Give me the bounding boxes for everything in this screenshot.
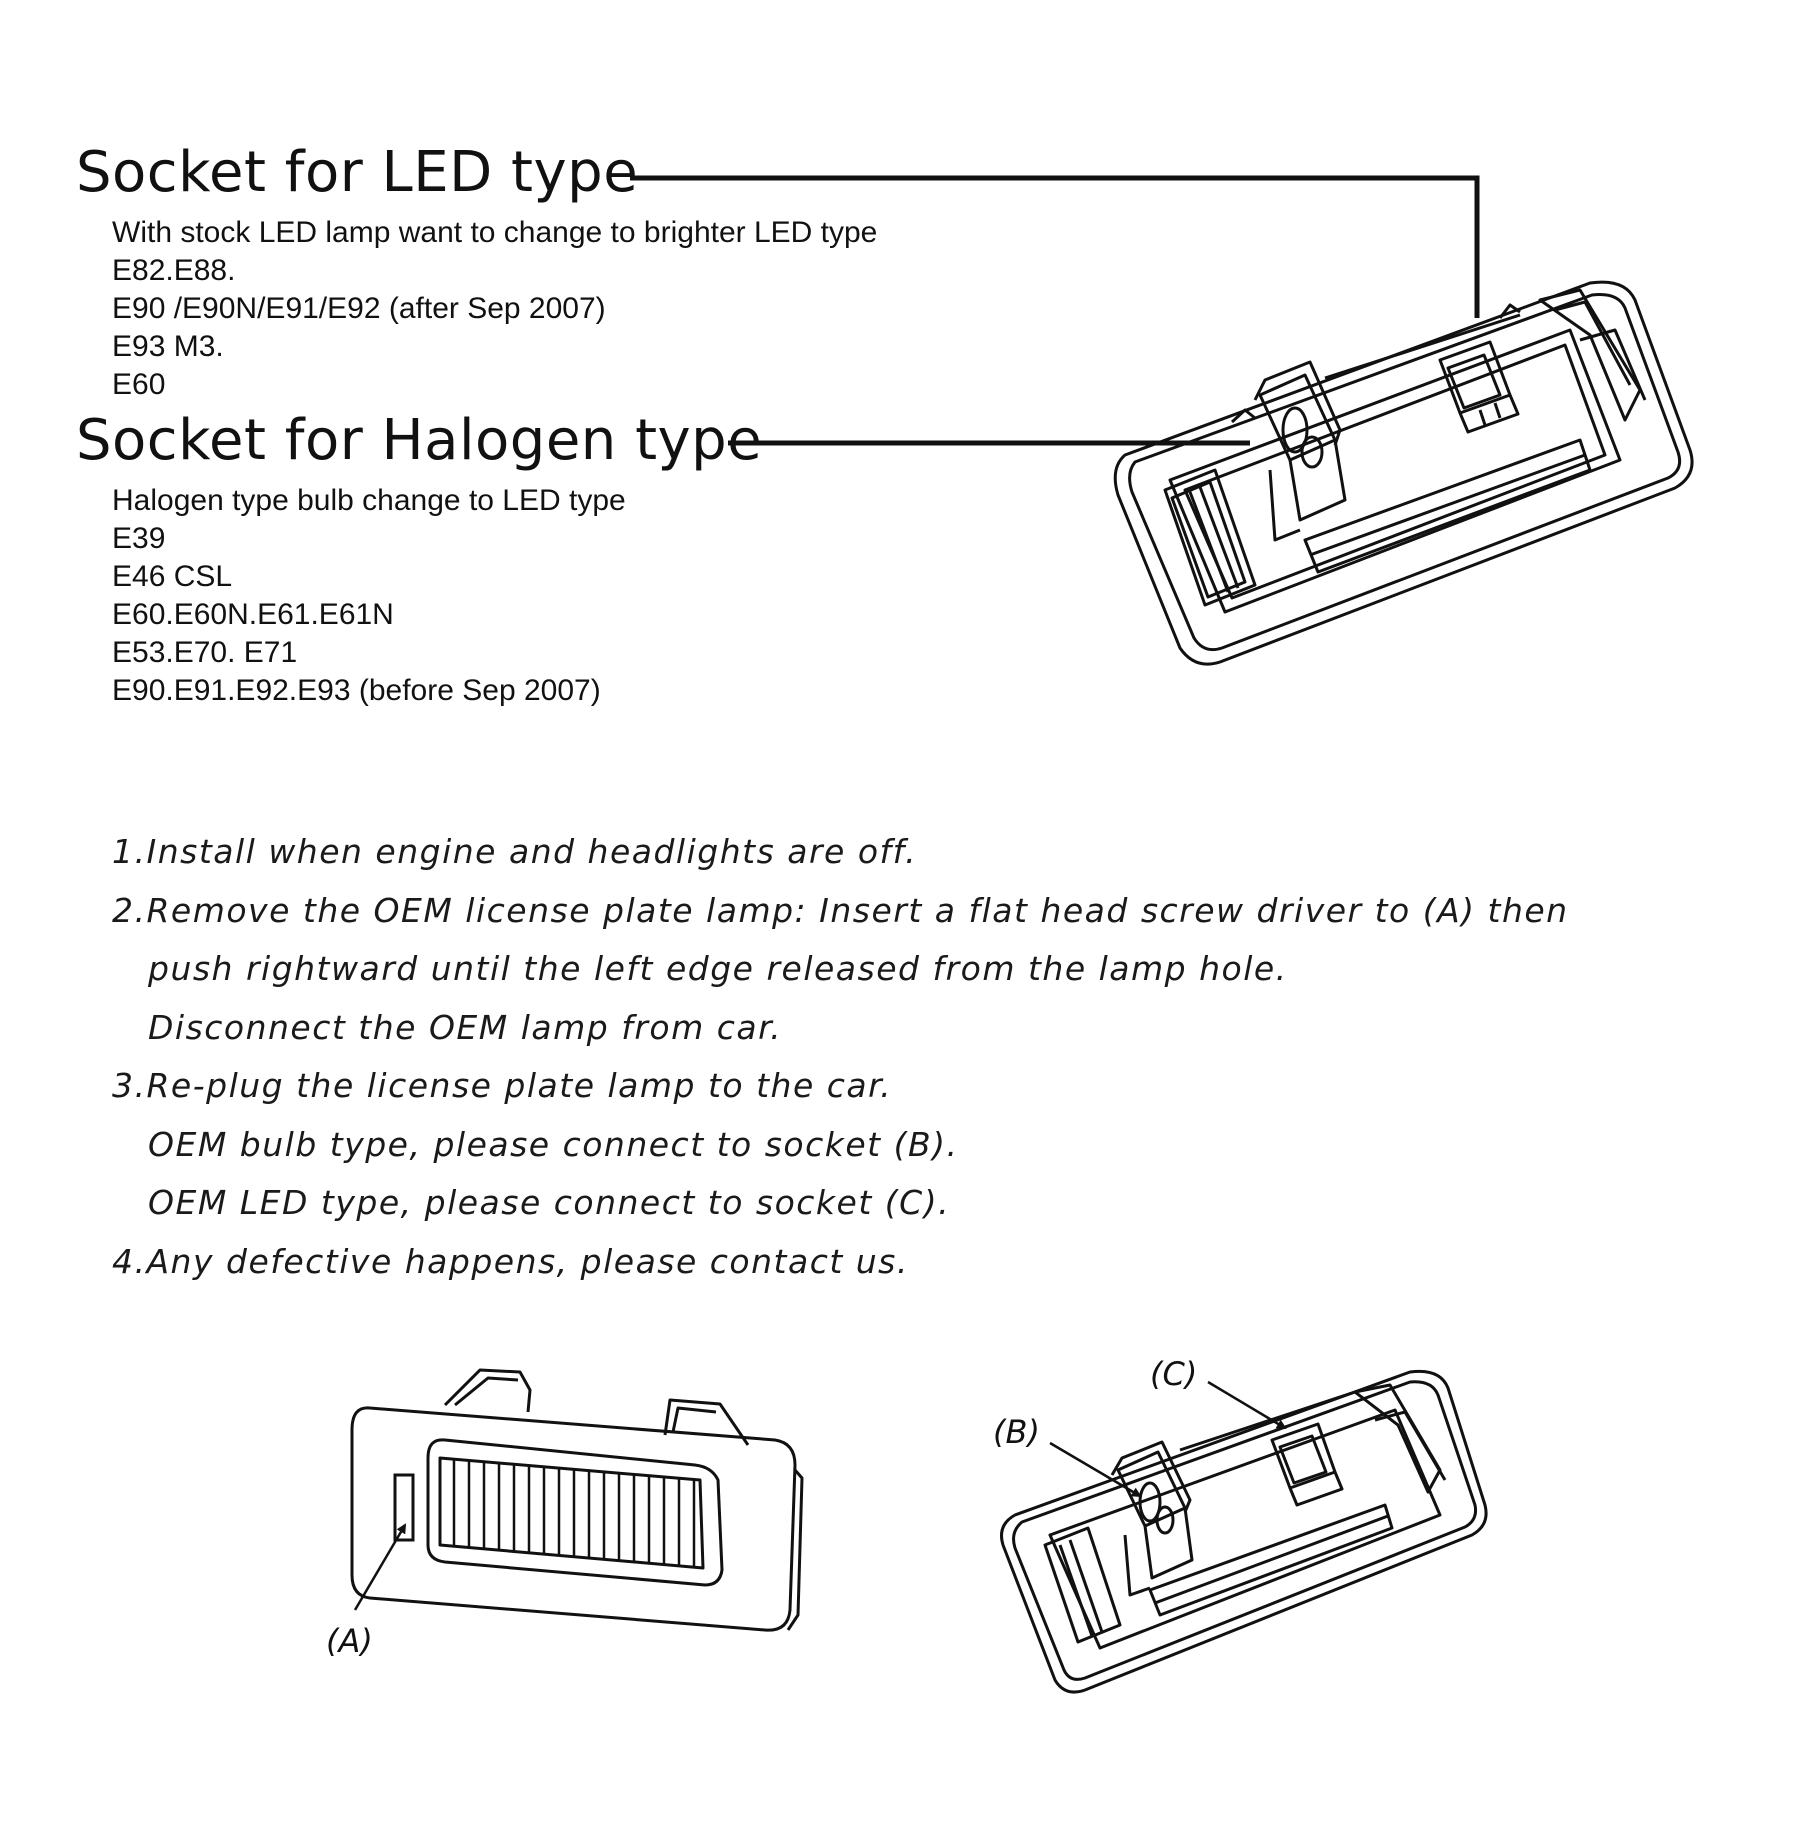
step-3-continued: OEM bulb type, please connect to socket (B).	[148, 1124, 959, 1164]
led-model-item: E82.E88.	[112, 254, 236, 287]
callout-a-label: (A)	[326, 1622, 373, 1660]
arrow-b	[1050, 1443, 1140, 1496]
installation-steps	[112, 823, 1569, 1291]
step-4: 4.Any defective happens, please contact us.	[112, 1241, 909, 1281]
step-2-continued: push rightward until the left edge released from the lamp hole.	[148, 949, 1288, 988]
led-model-item: E93 M3.	[112, 330, 224, 363]
step-3: 3.Re-plug the license plate lamp to the car.	[112, 1066, 893, 1105]
step-1: 1.Install when engine and headlights are off.	[112, 832, 918, 871]
halogen-model-item: E46 CSL	[112, 560, 233, 593]
halogen-subtitle: Halogen type bulb change to LED type	[112, 484, 626, 517]
callout-b-label: (B)	[993, 1413, 1040, 1451]
lamp-housing-back-bottom	[1002, 1371, 1487, 1692]
halogen-model-item: E60.E60N.E61.E61N	[112, 598, 394, 631]
step-3-continued: OEM LED type, please connect to socket (C).	[148, 1183, 951, 1222]
halogen-heading: Socket for Halogen type	[76, 408, 763, 473]
release-slot-a	[395, 1475, 413, 1540]
led-model-item: E90 /E90N/E91/E92 (after Sep 2007)	[112, 292, 606, 325]
halogen-model-item: E90.E91.E92.E93 (before Sep 2007)	[112, 674, 601, 707]
arrow-c	[1208, 1382, 1285, 1428]
led-subtitle: With stock LED lamp want to change to brighter LED type	[112, 216, 878, 249]
step-2: 2.Remove the OEM license plate lamp: Insert a flat head screw driver to (A) then	[112, 890, 1569, 930]
lamp-housing-front	[352, 1370, 802, 1630]
led-heading: Socket for LED type	[76, 140, 639, 205]
callout-c-label: (C)	[1150, 1355, 1198, 1393]
arrow-a	[355, 1525, 405, 1610]
halogen-model-item: E53.E70. E71	[112, 636, 298, 669]
lamp-housing-back-top	[1115, 282, 1692, 664]
halogen-model-item: E39	[112, 522, 166, 555]
step-2-continued: Disconnect the OEM lamp from car.	[148, 1007, 783, 1047]
halogen-model-list	[112, 520, 601, 710]
led-model-list	[112, 252, 606, 404]
led-model-item: E60	[112, 368, 166, 401]
